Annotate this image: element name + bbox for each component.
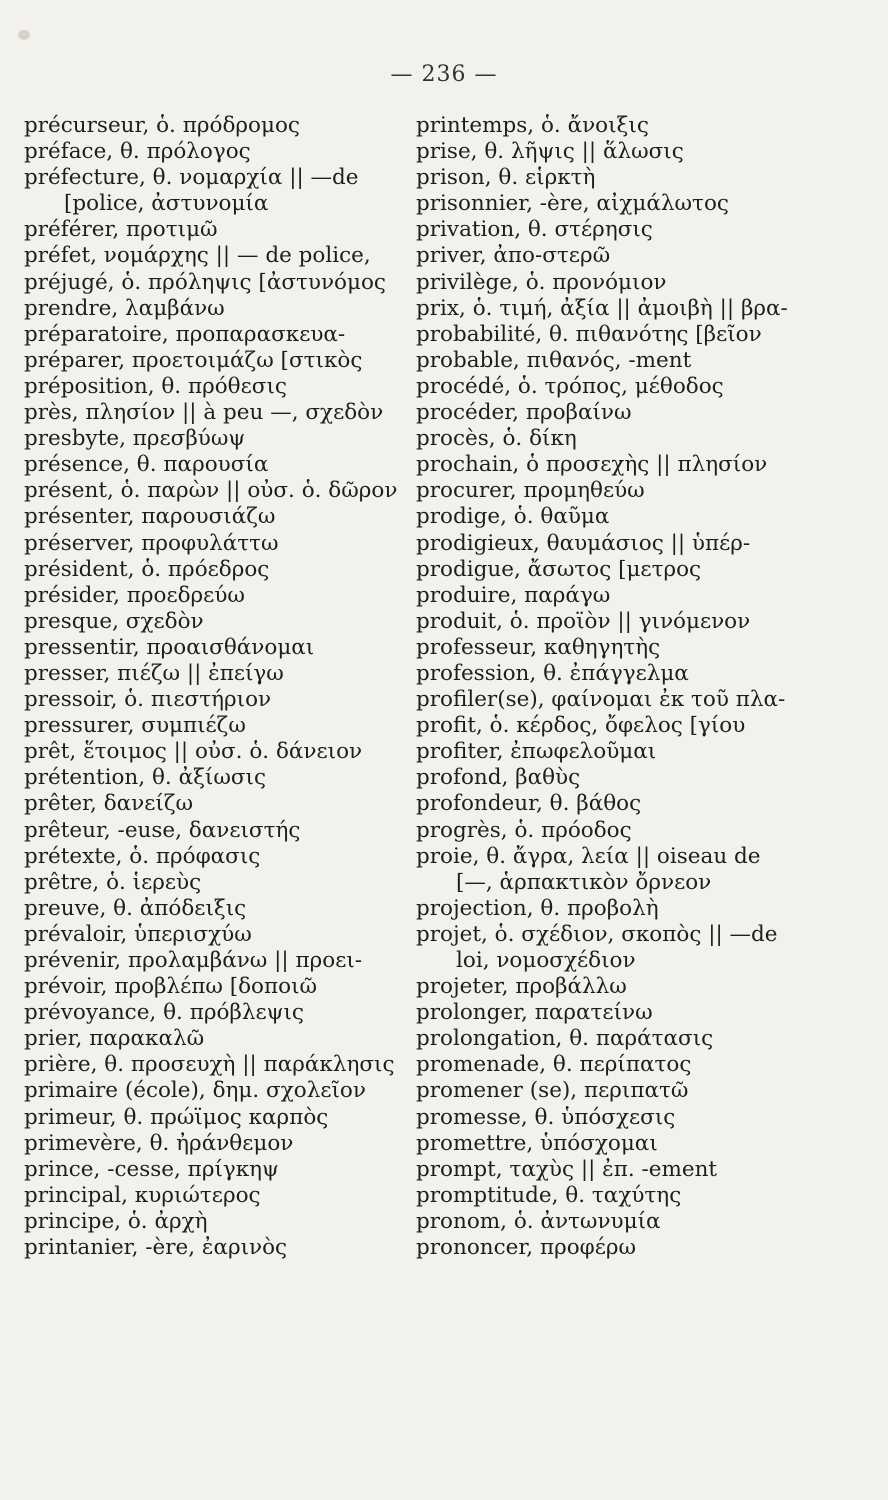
dictionary-entry: promenade, θ. περίπατος: [416, 1052, 692, 1078]
dictionary-entry: profiter, ἐπωφελοῦμαι: [416, 739, 657, 765]
dictionary-entry: présider, προεδρεύω: [24, 582, 245, 608]
dictionary-entry: préférer, προτιμῶ: [24, 217, 218, 243]
dictionary-entry: prévoyance, θ. πρόβλεψις: [24, 1000, 304, 1026]
dictionary-entry: proie, θ. ἄγρα, λεία || oiseau de: [416, 843, 761, 869]
dictionary-entry: progrès, ὁ. πρόοδος: [416, 817, 632, 843]
dictionary-entry: preuve, θ. ἀπόδειξις: [24, 895, 247, 921]
dictionary-entry: projeter, προβάλλω: [416, 974, 627, 1000]
dictionary-entry: prêt, ἕτοιμος || οὐσ. ὁ. δάνειον: [24, 739, 363, 765]
dictionary-entry: précurseur, ὁ. πρόδρομος: [24, 113, 300, 138]
dictionary-entry: prodigieux, θαυμάσιος || ὑπέρ-: [416, 530, 751, 556]
dictionary-entry: procurer, προμηθεύω: [416, 478, 645, 504]
dictionary-entry: prolongation, θ. παράτασις: [416, 1026, 714, 1052]
dictionary-entry: promener (se), περιπατῶ: [416, 1078, 689, 1104]
dictionary-entry: prendre, λαμβάνω: [24, 295, 225, 321]
dictionary-entry: principe, ὁ. ἀρχὴ: [24, 1208, 208, 1234]
dictionary-entry: profiler(se), φαίνομαι ἐκ τοῦ πλα-: [416, 687, 786, 713]
dictionary-entry: préparatoire, προπαρασκευα-: [24, 321, 346, 347]
dictionary-entry: préposition, θ. πρόθεσις: [24, 373, 287, 399]
dictionary-entry: priver, ἀπο-στερῶ: [416, 243, 611, 269]
page-number: — 236 —: [390, 62, 498, 87]
dictionary-entry: prodigue, ἄσωτος [μετρος: [416, 556, 702, 582]
dictionary-entry: printemps, ὁ. ἄνοιξις: [416, 113, 649, 138]
dictionary-entry: prévaloir, ὑπερισχύω: [24, 921, 252, 947]
dictionary-entry: pressurer, συμπιέζω: [24, 713, 246, 739]
dictionary-entry: prise, θ. λῆψις || ἅλωσις: [416, 139, 684, 165]
dictionary-entry-continuation: [police, ἀστυνομία: [64, 191, 269, 217]
dictionary-entry: primaire (école), δημ. σχολεῖον: [24, 1078, 366, 1104]
dictionary-entry: préfet, νομάρχης || — de police,: [24, 243, 371, 269]
dictionary-entry: produit, ὁ. προϊὸν || γινόμενον: [416, 608, 751, 634]
dictionary-entry: privilège, ὁ. προνόμιον: [416, 269, 667, 295]
dictionary-entry: prompt, ταχὺς || ἐπ. -ement: [416, 1156, 718, 1182]
dictionary-entry: préfecture, θ. νομαρχία || —de: [24, 165, 359, 191]
dictionary-entry: procéder, προβαίνω: [416, 400, 632, 426]
right-column: [416, 113, 816, 1261]
dictionary-entry: prodige, ὁ. θαῦμα: [416, 504, 610, 530]
dictionary-entry: projet, ὁ. σχέδιον, σκοπὸς || —de: [416, 921, 778, 947]
dictionary-entry: primeur, θ. πρώϊμος καρπὸς: [24, 1104, 329, 1130]
dictionary-entry: prêter, δανείζω: [24, 791, 193, 817]
dictionary-entry: presque, σχεδὸν: [24, 608, 204, 634]
dictionary-entry: profond, βαθὺς: [416, 765, 581, 791]
dictionary-entry: préparer, προετοιμάζω [στικὸς: [24, 347, 363, 373]
dictionary-entry: presbyte, πρεσβύωψ: [24, 426, 246, 452]
dictionary-entry: préjugé, ὁ. πρόληψις [ἀστυνόμος: [24, 269, 386, 295]
dictionary-entry: prévoir, προβλέπω [δοποιῶ: [24, 974, 318, 1000]
dictionary-entry: prétention, θ. ἀξίωσις: [24, 765, 267, 791]
dictionary-entry: probabilité, θ. πιθανότης [βεῖον: [416, 321, 762, 347]
dictionary-entry: principal, κυριώτερος: [24, 1182, 261, 1208]
dictionary-entry: produire, παράγω: [416, 582, 611, 608]
dictionary-entry: primevère, θ. ἠράνθεμον: [24, 1130, 294, 1156]
dictionary-entry: pronom, ὁ. ἀντωνυμία: [416, 1208, 661, 1234]
dictionary-entry: promptitude, θ. ταχύτης: [416, 1182, 682, 1208]
dictionary-entry: près, πλησίον || à peu —, σχεδὸν: [24, 400, 384, 426]
dictionary-entry: prière, θ. προσευχὴ || παράκλησις: [24, 1052, 395, 1078]
dictionary-entry: prier, παρακαλῶ: [24, 1026, 205, 1052]
dictionary-entry: prolonger, παρατείνω: [416, 1000, 653, 1026]
dictionary-entry: pressoir, ὁ. πιεστήριον: [24, 687, 272, 713]
dictionary-entry: prononcer, προφέρω: [416, 1235, 637, 1261]
dictionary-entry: profit, ὁ. κέρδος, ὄφελος [γίου: [416, 713, 746, 739]
dictionary-entry: profession, θ. ἐπάγγελμα: [416, 660, 689, 686]
dictionary-entry: probable, πιθανός, -ment: [416, 347, 692, 373]
dictionary-entry: présent, ὁ. παρὼν || οὐσ. ὁ. δῶρον: [24, 478, 398, 504]
dictionary-entry: prévenir, προλαμβάνω || προει-: [24, 948, 363, 973]
dictionary-entry: presser, πιέζω || ἐπείγω: [24, 660, 284, 686]
dictionary-entry: président, ὁ. πρόεδρος: [24, 556, 270, 582]
dictionary-entry: promesse, θ. ὑπόσχεσις: [416, 1104, 676, 1130]
dictionary-entry: procédé, ὁ. τρόπος, μέθοδος: [416, 373, 724, 399]
dictionary-entry: prison, θ. εἱρκτὴ: [416, 165, 596, 191]
dictionary-entry: printanier, -ère, ἐαρινὸς: [24, 1235, 288, 1261]
dictionary-entry: prétexte, ὁ. πρόφασις: [24, 843, 261, 869]
dictionary-entry: prochain, ὁ προσεχὴς || πλησίον: [416, 452, 768, 478]
dictionary-entry: présenter, παρουσιάζω: [24, 504, 276, 530]
dictionary-entry-continuation: loi, νομοσχέδιον: [456, 948, 636, 973]
page-blemish: [18, 30, 30, 40]
dictionary-entry: préserver, προφυλάττω: [24, 530, 279, 556]
left-column: [24, 113, 424, 1261]
dictionary-entry: profondeur, θ. βάθος: [416, 791, 642, 817]
dictionary-entry: prêtre, ὁ. ἱερεὺς: [24, 869, 202, 895]
dictionary-entry: prêteur, -euse, δανειστής: [24, 817, 301, 843]
dictionary-entry: préface, θ. πρόλογος: [24, 139, 251, 165]
dictionary-entry: présence, θ. παρουσία: [24, 452, 269, 478]
dictionary-entry: prix, ὁ. τιμή, ἀξία || ἀμοιβὴ || βρα-: [416, 295, 788, 321]
dictionary-entry: prince, -cesse, πρίγκηψ: [24, 1156, 279, 1182]
dictionary-entry: projection, θ. προβολὴ: [416, 895, 659, 921]
dictionary-entry: professeur, καθηγητὴς: [416, 634, 661, 660]
dictionary-entry: privation, θ. στέρησις: [416, 217, 653, 243]
dictionary-entry: promettre, ὑπόσχομαι: [416, 1130, 658, 1156]
dictionary-entry: procès, ὁ. δίκη: [416, 426, 577, 452]
dictionary-entry-continuation: [—, ἁρπακτικὸν ὄρνεον: [456, 869, 712, 895]
dictionary-entry: pressentir, προαισθάνομαι: [24, 634, 315, 660]
dictionary-entry: prisonnier, -ère, αἰχμάλωτος: [416, 191, 729, 217]
